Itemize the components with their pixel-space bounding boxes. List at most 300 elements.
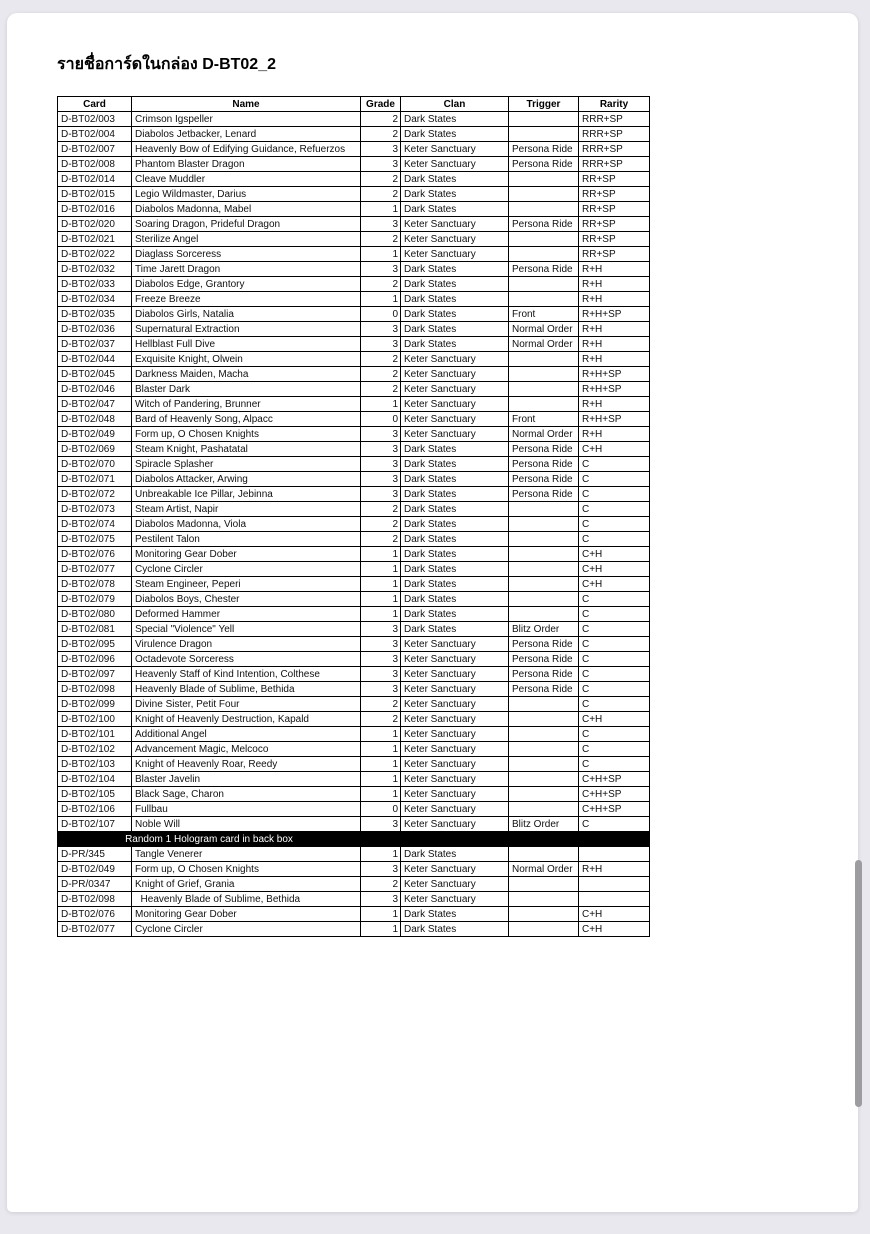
cell-name: Sterilize Angel [132,232,361,247]
cell-name: Knight of Heavenly Destruction, Kapald [132,712,361,727]
cell-grade: 2 [361,232,401,247]
card-list-table [57,96,650,937]
cell-rarity: C [579,457,650,472]
cell-trigger [509,697,579,712]
table-row [58,922,650,937]
cell-name: Knight of Heavenly Roar, Reedy [132,757,361,772]
main-rows-section [58,112,650,832]
cell-clan: Dark States [401,112,509,127]
page-title: รายชื่อการ์ดในกล่อง D-BT02_2 [57,56,276,73]
cell-clan: Keter Sanctuary [401,382,509,397]
cell-grade: 1 [361,247,401,262]
cell-trigger [509,742,579,757]
table-row [58,592,650,607]
cell-rarity [579,877,650,892]
cell-grade: 1 [361,292,401,307]
cell-card: D-BT02/021 [58,232,132,247]
cell-name: Cyclone Circler [132,922,361,937]
cell-card: D-BT02/069 [58,442,132,457]
table-row [58,337,650,352]
cell-name: Virulence Dragon [132,637,361,652]
table-row [58,862,650,877]
cell-clan: Keter Sanctuary [401,142,509,157]
cell-grade: 3 [361,322,401,337]
cell-card: D-BT02/103 [58,757,132,772]
cell-name: Diabolos Madonna, Viola [132,517,361,532]
cell-grade: 2 [361,367,401,382]
cell-trigger [509,112,579,127]
table-row [58,727,650,742]
table-row [58,352,650,367]
cell-name: Tangle Venerer [132,847,361,862]
cell-trigger [509,577,579,592]
cell-clan: Keter Sanctuary [401,697,509,712]
cell-rarity: R+H+SP [579,367,650,382]
cell-rarity [579,892,650,907]
cell-trigger [509,517,579,532]
cell-grade: 2 [361,517,401,532]
table-row [58,772,650,787]
cell-clan: Dark States [401,127,509,142]
cell-card: D-BT02/036 [58,322,132,337]
table-row [58,127,650,142]
table-row [58,172,650,187]
cell-trigger [509,367,579,382]
cell-card: D-BT02/020 [58,217,132,232]
cell-card: D-BT02/099 [58,697,132,712]
cell-card: D-BT02/098 [58,682,132,697]
cell-rarity: RRR+SP [579,157,650,172]
cell-card: D-BT02/096 [58,652,132,667]
cell-grade: 3 [361,217,401,232]
cell-grade: 1 [361,562,401,577]
cell-trigger: Persona Ride [509,442,579,457]
cell-rarity: C [579,682,650,697]
cell-card: D-BT02/048 [58,412,132,427]
cell-rarity: C+H [579,547,650,562]
cell-trigger: Persona Ride [509,652,579,667]
cell-name: Soaring Dragon, Prideful Dragon [132,217,361,232]
cell-rarity: C [579,487,650,502]
column-header-card: Card [58,97,132,112]
cell-clan: Dark States [401,577,509,592]
cell-name: Special "Violence" Yell [132,622,361,637]
cell-trigger: Persona Ride [509,487,579,502]
cell-grade: 3 [361,862,401,877]
table-row [58,652,650,667]
cell-trigger [509,382,579,397]
cell-clan: Dark States [401,277,509,292]
bottom-rows-section [58,847,650,937]
cell-card: D-BT02/098 [58,892,132,907]
cell-rarity: C+H+SP [579,802,650,817]
cell-rarity: C+H+SP [579,787,650,802]
cell-name: Cyclone Circler [132,562,361,577]
cell-card: D-PR/0347 [58,877,132,892]
cell-rarity: C [579,517,650,532]
cell-name: Phantom Blaster Dragon [132,157,361,172]
cell-card: D-BT02/074 [58,517,132,532]
table-row [58,157,650,172]
cell-card: D-BT02/032 [58,262,132,277]
cell-name: Diabolos Attacker, Arwing [132,472,361,487]
table-row [58,232,650,247]
cell-card: D-BT02/071 [58,472,132,487]
cell-trigger: Persona Ride [509,472,579,487]
cell-clan: Keter Sanctuary [401,757,509,772]
cell-grade: 3 [361,667,401,682]
cell-grade: 3 [361,637,401,652]
cell-grade: 1 [361,757,401,772]
cell-card: D-BT02/080 [58,607,132,622]
cell-clan: Dark States [401,442,509,457]
cell-grade: 3 [361,142,401,157]
table-row [58,532,650,547]
cell-grade: 1 [361,772,401,787]
cell-clan: Dark States [401,907,509,922]
cell-card: D-BT02/076 [58,907,132,922]
table-row [58,577,650,592]
cell-grade: 1 [361,202,401,217]
cell-name: Diabolos Girls, Natalia [132,307,361,322]
table-row [58,382,650,397]
hologram-banner-label: Random 1 Hologram card in back box [58,832,361,847]
cell-card: D-BT02/107 [58,817,132,832]
cell-trigger: Normal Order [509,337,579,352]
cell-name: Diabolos Boys, Chester [132,592,361,607]
cell-card: D-BT02/022 [58,247,132,262]
cell-clan: Dark States [401,922,509,937]
cell-clan: Keter Sanctuary [401,742,509,757]
cell-rarity: R+H [579,292,650,307]
table-row [58,202,650,217]
cell-rarity: C [579,532,650,547]
cell-grade: 1 [361,847,401,862]
cell-grade: 2 [361,127,401,142]
column-header-rarity: Rarity [579,97,650,112]
cell-grade: 3 [361,682,401,697]
cell-clan: Keter Sanctuary [401,787,509,802]
cell-card: D-BT02/014 [58,172,132,187]
cell-name: Crimson Igspeller [132,112,361,127]
cell-name: Noble Will [132,817,361,832]
cell-rarity: C [579,667,650,682]
cell-rarity [579,847,650,862]
cell-trigger [509,547,579,562]
cell-name: Diaglass Sorceress [132,247,361,262]
cell-grade: 1 [361,607,401,622]
cell-card: D-BT02/072 [58,487,132,502]
table-row [58,472,650,487]
cell-trigger [509,727,579,742]
table-row [58,307,650,322]
cell-grade: 2 [361,277,401,292]
cell-name: Octadevote Sorceress [132,652,361,667]
cell-trigger [509,802,579,817]
cell-card: D-BT02/076 [58,547,132,562]
cell-clan: Keter Sanctuary [401,352,509,367]
cell-name: Heavenly Blade of Sublime, Bethida [132,892,361,907]
cell-name: Spiracle Splasher [132,457,361,472]
cell-rarity: C [579,502,650,517]
cell-rarity: RR+SP [579,187,650,202]
cell-clan: Dark States [401,547,509,562]
cell-rarity: C [579,757,650,772]
cell-trigger [509,847,579,862]
cell-name: Heavenly Staff of Kind Intention, Colthese [132,667,361,682]
table-row [58,787,650,802]
table-row [58,877,650,892]
cell-grade: 3 [361,262,401,277]
cell-grade: 2 [361,712,401,727]
cell-name: Deformed Hammer [132,607,361,622]
cell-trigger: Persona Ride [509,457,579,472]
cell-card: D-BT02/105 [58,787,132,802]
cell-card: D-BT02/077 [58,922,132,937]
cell-card: D-BT02/045 [58,367,132,382]
table-row [58,427,650,442]
cell-clan: Dark States [401,337,509,352]
cell-card: D-BT02/049 [58,427,132,442]
cell-clan: Dark States [401,502,509,517]
cell-card: D-BT02/097 [58,667,132,682]
cell-trigger: Blitz Order [509,622,579,637]
cell-card: D-BT02/044 [58,352,132,367]
cell-name: Diabolos Edge, Grantory [132,277,361,292]
cell-clan: Dark States [401,457,509,472]
cell-clan: Dark States [401,187,509,202]
cell-grade: 2 [361,532,401,547]
cell-clan: Dark States [401,487,509,502]
cell-clan: Dark States [401,532,509,547]
cell-grade: 2 [361,172,401,187]
cell-grade: 1 [361,397,401,412]
cell-grade: 0 [361,307,401,322]
cell-name: Fullbau [132,802,361,817]
cell-name: Freeze Breeze [132,292,361,307]
cell-grade: 0 [361,412,401,427]
cell-name: Bard of Heavenly Song, Alpacc [132,412,361,427]
cell-rarity: R+H [579,277,650,292]
cell-rarity: RR+SP [579,202,650,217]
cell-name: Monitoring Gear Dober [132,547,361,562]
cell-grade: 3 [361,652,401,667]
cell-grade: 2 [361,502,401,517]
cell-rarity: C [579,472,650,487]
cell-rarity: C [579,817,650,832]
cell-grade: 1 [361,577,401,592]
cell-name: Pestilent Talon [132,532,361,547]
cell-rarity: R+H [579,337,650,352]
cell-card: D-BT02/007 [58,142,132,157]
cell-name: Blaster Dark [132,382,361,397]
cell-trigger [509,922,579,937]
scrollbar-thumb[interactable] [855,860,862,1107]
table-row [58,712,650,727]
cell-grade: 3 [361,442,401,457]
cell-name: Heavenly Blade of Sublime, Bethida [132,682,361,697]
cell-trigger: Persona Ride [509,637,579,652]
cell-trigger [509,787,579,802]
cell-clan: Dark States [401,322,509,337]
table-row [58,847,650,862]
cell-grade: 0 [361,802,401,817]
cell-trigger: Blitz Order [509,817,579,832]
cell-clan: Keter Sanctuary [401,772,509,787]
cell-rarity: C [579,697,650,712]
cell-trigger [509,757,579,772]
cell-clan: Keter Sanctuary [401,397,509,412]
cell-trigger: Persona Ride [509,682,579,697]
cell-card: D-BT02/004 [58,127,132,142]
cell-rarity: C+H [579,922,650,937]
cell-clan: Dark States [401,307,509,322]
cell-name: Darkness Maiden, Macha [132,367,361,382]
cell-card: D-PR/345 [58,847,132,862]
cell-clan: Keter Sanctuary [401,367,509,382]
cell-grade: 3 [361,892,401,907]
table-row [58,112,650,127]
table-row [58,142,650,157]
cell-name: Legio Wildmaster, Darius [132,187,361,202]
cell-clan: Keter Sanctuary [401,217,509,232]
cell-grade: 2 [361,112,401,127]
cell-clan: Keter Sanctuary [401,247,509,262]
cell-name: Steam Engineer, Peperi [132,577,361,592]
cell-card: D-BT02/049 [58,862,132,877]
cell-trigger: Persona Ride [509,667,579,682]
cell-clan: Dark States [401,622,509,637]
cell-clan: Keter Sanctuary [401,892,509,907]
banner-filler-cell [361,832,401,847]
header-row [58,97,650,112]
table-row [58,262,650,277]
cell-card: D-BT02/102 [58,742,132,757]
column-header-grade: Grade [361,97,401,112]
cell-name: Supernatural Extraction [132,322,361,337]
cell-name: Advancement Magic, Melcoco [132,742,361,757]
cell-card: D-BT02/035 [58,307,132,322]
cell-clan: Keter Sanctuary [401,637,509,652]
cell-card: D-BT02/003 [58,112,132,127]
cell-grade: 2 [361,877,401,892]
cell-rarity: R+H [579,322,650,337]
cell-card: D-BT02/037 [58,337,132,352]
table-row [58,607,650,622]
table-row [58,547,650,562]
cell-rarity: R+H+SP [579,307,650,322]
cell-grade: 1 [361,907,401,922]
cell-name: Hellblast Full Dive [132,337,361,352]
cell-card: D-BT02/046 [58,382,132,397]
table-row [58,187,650,202]
banner-filler-cell [401,832,509,847]
cell-name: Knight of Grief, Grania [132,877,361,892]
cell-trigger [509,562,579,577]
cell-clan: Keter Sanctuary [401,427,509,442]
cell-rarity: C [579,637,650,652]
table-row [58,247,650,262]
cell-clan: Keter Sanctuary [401,817,509,832]
cell-rarity: RRR+SP [579,112,650,127]
cell-name: Form up, O Chosen Knights [132,427,361,442]
cell-clan: Keter Sanctuary [401,862,509,877]
cell-clan: Keter Sanctuary [401,412,509,427]
cell-rarity: RR+SP [579,172,650,187]
cell-trigger [509,127,579,142]
cell-trigger [509,202,579,217]
table-row [58,817,650,832]
cell-grade: 1 [361,592,401,607]
cell-rarity: C+H [579,442,650,457]
table-row [58,562,650,577]
cell-name: Heavenly Bow of Edifying Guidance, Refuerzos [132,142,361,157]
table-row [58,292,650,307]
cell-rarity: C+H [579,907,650,922]
cell-clan: Dark States [401,592,509,607]
cell-name: Unbreakable Ice Pillar, Jebinna [132,487,361,502]
table-row [58,217,650,232]
cell-grade: 3 [361,157,401,172]
cell-clan: Keter Sanctuary [401,802,509,817]
cell-rarity: C [579,622,650,637]
cell-trigger [509,277,579,292]
cell-card: D-BT02/008 [58,157,132,172]
cell-card: D-BT02/100 [58,712,132,727]
cell-trigger [509,352,579,367]
cell-trigger: Persona Ride [509,157,579,172]
cell-name: Monitoring Gear Dober [132,907,361,922]
cell-grade: 3 [361,337,401,352]
cell-trigger [509,712,579,727]
cell-name: Time Jarett Dragon [132,262,361,277]
table-row [58,742,650,757]
cell-name: Divine Sister, Petit Four [132,697,361,712]
cell-clan: Keter Sanctuary [401,682,509,697]
cell-card: D-BT02/078 [58,577,132,592]
cell-trigger [509,232,579,247]
column-header-name: Name [132,97,361,112]
cell-trigger: Front [509,307,579,322]
column-header-trigger: Trigger [509,97,579,112]
table-row [58,322,650,337]
table-row [58,667,650,682]
cell-clan: Dark States [401,562,509,577]
cell-rarity: RR+SP [579,232,650,247]
cell-rarity: C [579,592,650,607]
cell-rarity: RR+SP [579,217,650,232]
table-row [58,802,650,817]
cell-card: D-BT02/015 [58,187,132,202]
cell-clan: Keter Sanctuary [401,712,509,727]
cell-grade: 1 [361,922,401,937]
cell-grade: 3 [361,472,401,487]
cell-rarity: C+H [579,562,650,577]
cell-card: D-BT02/095 [58,637,132,652]
banner-filler-cell [509,832,579,847]
cell-rarity: C+H [579,712,650,727]
cell-name: Steam Artist, Napir [132,502,361,517]
cell-trigger [509,592,579,607]
cell-grade: 1 [361,787,401,802]
cell-card: D-BT02/033 [58,277,132,292]
cell-clan: Dark States [401,607,509,622]
cell-trigger: Normal Order [509,322,579,337]
cell-card: D-BT02/104 [58,772,132,787]
banner-section [58,832,650,847]
table-row [58,412,650,427]
cell-trigger: Persona Ride [509,142,579,157]
